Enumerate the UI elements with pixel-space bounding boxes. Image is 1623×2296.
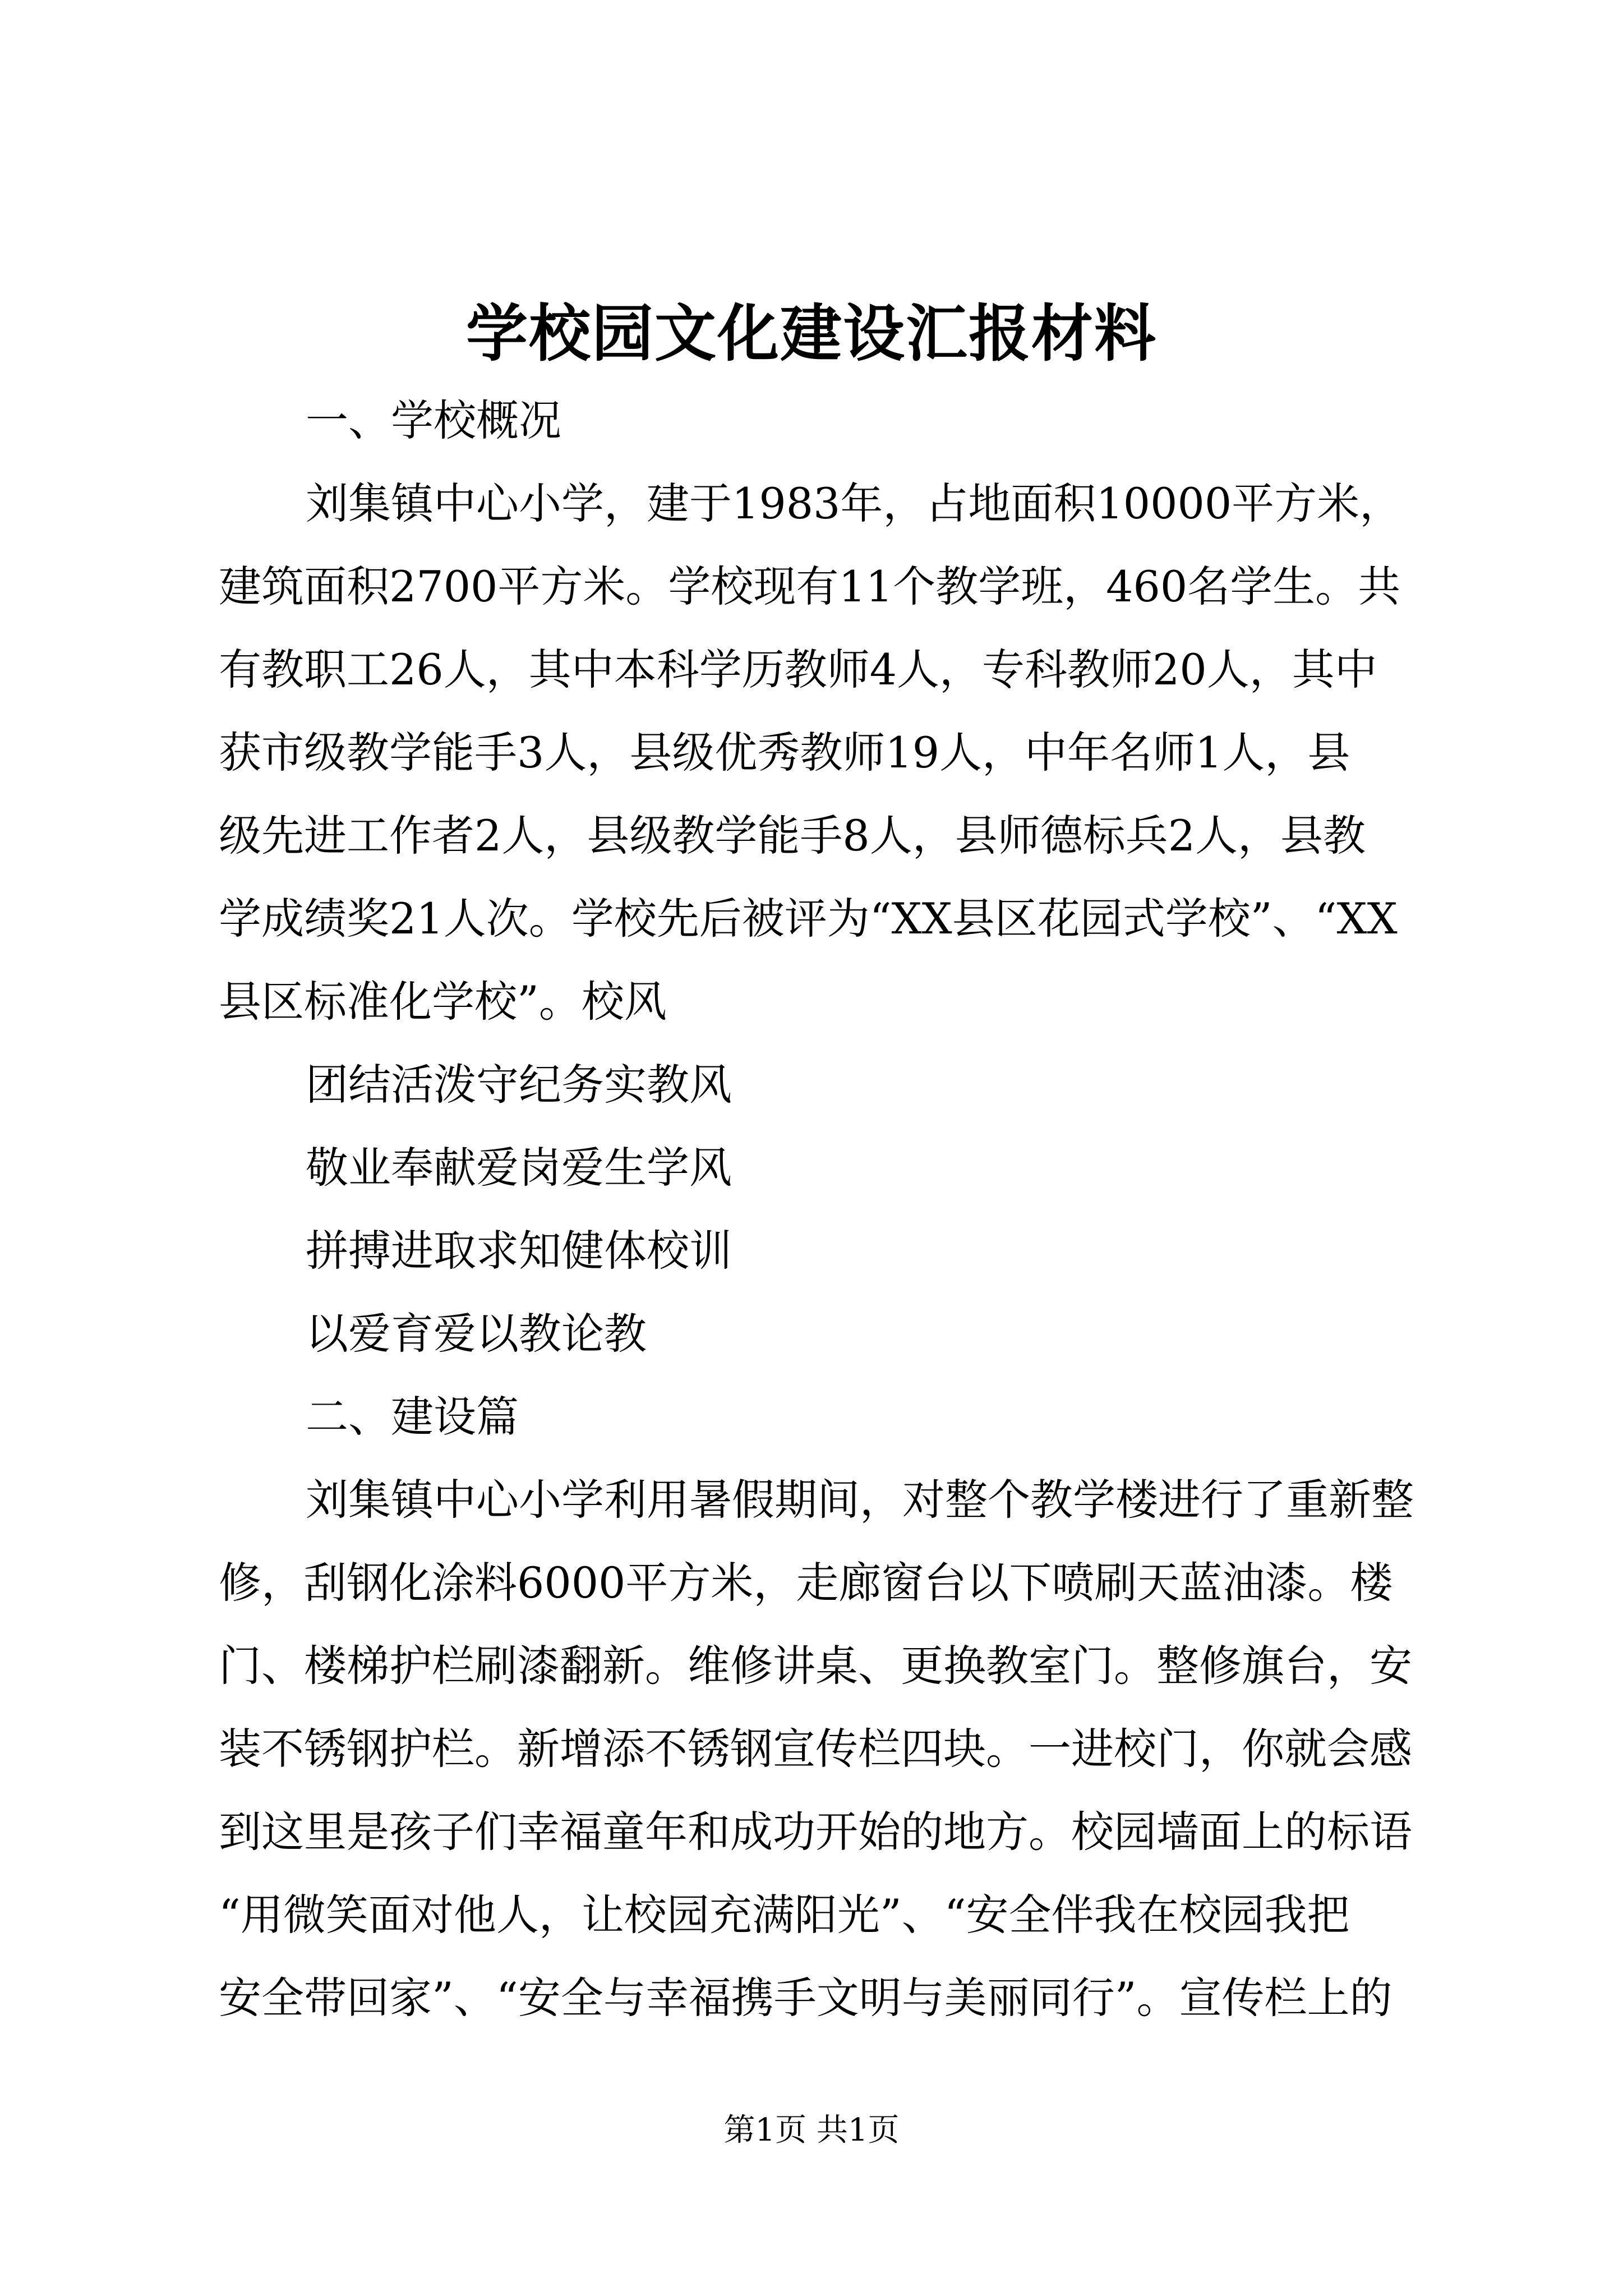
paragraph-line: 门、楼梯护栏刷漆翻新。维修讲桌、更换教室门。整修旗台，安 xyxy=(219,1641,1412,1691)
motto-line: 以爱育爱以教论教 xyxy=(306,1309,647,1359)
paragraph-line: 安全带回家”、“安全与幸福携手文明与美丽同行”。宣传栏上的 xyxy=(219,1973,1393,2023)
paragraph-line: 建筑面积2700平方米。学校现有11个教学班，460名学生。共 xyxy=(219,562,1401,611)
paragraph-line: “用微笑面对他人，让校园充满阳光”、“安全伴我在校园我把 xyxy=(219,1890,1350,1940)
heading-construction: 二、建设篇 xyxy=(306,1392,519,1442)
paragraph-line: 刘集镇中心小学，建于1983年，占地面积10000平方米， xyxy=(306,478,1403,528)
paragraph-line: 修，刮钢化涂料6000平方米，走廊窗台以下喷刷天蓝油漆。楼 xyxy=(219,1558,1393,1608)
paragraph-line: 学成绩奖21人次。学校先后被评为“XX县区花园式学校”、“XX xyxy=(219,894,1398,944)
paragraph-line: 刘集镇中心小学利用暑假期间，对整个教学楼进行了重新整 xyxy=(306,1475,1414,1525)
paragraph-line: 装不锈钢护栏。新增添不锈钢宣传栏四块。一进校门，你就会感 xyxy=(219,1724,1412,1774)
motto-line: 拼搏进取求知健体校训 xyxy=(306,1226,732,1276)
paragraph-line: 有教职工26人，其中本科学历教师4人，专科教师20人，其中 xyxy=(219,645,1377,694)
paragraph-line: 县区标准化学校”。校风 xyxy=(219,977,667,1027)
document-title: 学校园文化建设汇报材料 xyxy=(466,297,1157,370)
paragraph-line: 级先进工作者2人，县级教学能手8人，县师德标兵2人，县教 xyxy=(219,811,1366,861)
motto-line: 敬业奉献爱岗爱生学风 xyxy=(306,1143,732,1193)
paragraph-line: 到这里是孩子们幸福童年和成功开始的地方。校园墙面上的标语 xyxy=(219,1807,1412,1857)
heading-school-overview: 一、学校概况 xyxy=(306,395,561,445)
motto-line: 团结活泼守纪务实教风 xyxy=(306,1060,732,1110)
page-footer: 第1页 共1页 xyxy=(723,2112,900,2148)
paragraph-line: 获市级教学能手3人，县级优秀教师19人，中年名师1人，县 xyxy=(219,728,1350,777)
